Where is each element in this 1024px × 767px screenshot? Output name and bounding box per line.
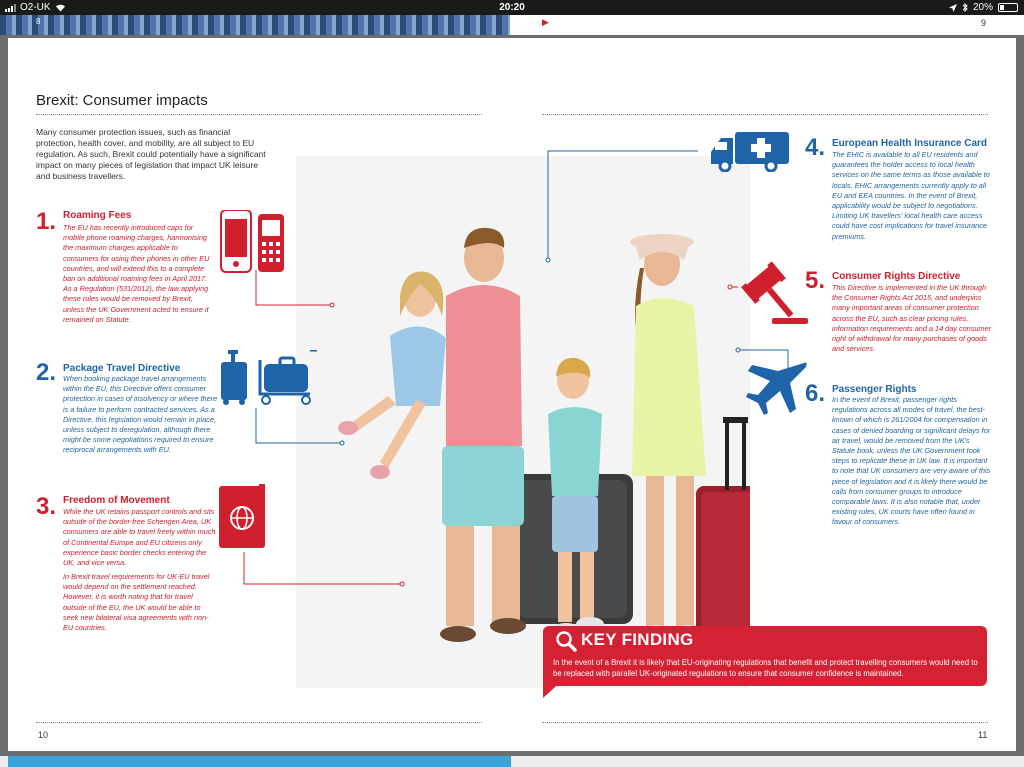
section-5-title: Consumer Rights Directive (832, 271, 961, 282)
page-spread[interactable] (8, 38, 1016, 751)
previous-left-page-number: 8 (36, 17, 41, 26)
intro-text: Many consumer protection issues, such as financial protection, health cover, and mobility, are all subject to EU regulation. As such, Brexit could potentially have a significant impact on many pieces of legislation that impact UK leisure and business travellers. (36, 127, 266, 181)
key-finding-title: KEY FINDING (581, 630, 694, 649)
right-footer-divider (542, 722, 988, 723)
section-5-number: 5. (805, 267, 826, 294)
section-6-number: 6. (805, 380, 826, 407)
section-5-body: This Directive is implemented in the UK through the Consumer Rights Act 2015, and underpins many important areas of consumer protection across the EU, such as clear pricing rules, information requirements and a 14 day consumer right of withdrawal for many purchases of goods and services. (832, 283, 991, 354)
section-2-number: 2. (36, 359, 57, 386)
airplane-icon (744, 361, 808, 419)
key-finding-text: In the event of a Brexit it is likely that EU-originating regulations that benefit and protect travelling consumers would need to be replaced with parallel UK-originated regulations to ensure that consumer confidence is maintained. (553, 658, 978, 678)
section-4-number: 4. (805, 134, 826, 161)
chevron-right-icon: ▶ (542, 17, 549, 27)
previous-page-strip[interactable] (0, 15, 1024, 35)
left-footer-divider (36, 722, 482, 723)
passport-icon (219, 484, 267, 550)
section-1-number: 1. (36, 208, 57, 235)
status-time: 20:20 (499, 2, 525, 13)
bluetooth-icon (962, 3, 968, 12)
previous-left-page[interactable] (0, 15, 510, 35)
carrier-label: O2-UK (20, 2, 51, 13)
key-finding-tail (543, 678, 565, 698)
next-page-preview[interactable] (8, 756, 511, 767)
previous-right-page[interactable] (510, 15, 1024, 35)
section-3-body-2: In Brexit travel requirements for UK-EU travel would depend on the settlement reached. However, it is worth noting that for travel outside of the EU, the UK would be able to seek new bilateral visa agreements with non-EU countries. (63, 572, 210, 633)
section-2-body: When booking package travel arrangements within the EU, this Directive offers consumer protection in cases of insolvency or where there is a failure to perform contracted services. As a Directive, this legislation would remain in place, unless subject to deregulation, although there might be some negotiations required to ensure reciprocal arrangements with EU. (63, 374, 218, 455)
previous-right-page-number: 9 (980, 18, 986, 28)
mobile-phones-icon (220, 210, 286, 274)
battery-icon (998, 3, 1018, 12)
gavel-icon (738, 260, 810, 326)
section-2-title: Package Travel Directive (63, 363, 181, 374)
magnifier-icon (555, 630, 577, 652)
section-3-body: While the UK retains passport controls and sits outside of the border-free Schengen Area, UK consumers are able to travel freely within much of Continental Europe and EU citizens only experience basic border checks entering the UK, and vice versa. (63, 507, 216, 568)
next-page-strip[interactable] (0, 756, 1024, 767)
ambulance-icon (711, 132, 791, 172)
key-finding-box (543, 626, 987, 686)
battery-percent: 20% (972, 2, 993, 13)
section-4-body: The EHIC is available to all EU residents and guarantees the holder access to local health services on the same terms as those available to locals. EHIC arrangements currently apply to all EU and EEA countries. In the event of Brexit, applicability would be subject to negotiations. Limiting UK travellers' local health care access could have cost implications for travel insurance premiums. (832, 150, 990, 241)
section-6-title: Passenger Rights (832, 384, 917, 395)
luggage-icon (220, 350, 318, 406)
section-1-title: Roaming Fees (63, 210, 132, 221)
section-6-body: In the event of Brexit, passenger rights regulations across all modes of travel, the best-known of which is 261/2004 for compensation in cases of denied boarding or significant delays for air travel, would be removed from the UK's Statute book, unless the UK Government took steps to replicate these in UK law. It is important to note that UK consumers are very aware of this piece of legislation and it is likely there would be calls from consumer groups to introduce comparable laws. It is also notable that, under existing rules, UK courts have often found in favour of consumers. (832, 395, 991, 527)
right-page-number: 11 (978, 730, 988, 740)
left-page-number: 10 (38, 730, 49, 740)
section-3-number: 3. (36, 493, 57, 520)
status-bar (0, 0, 1024, 15)
section-3-title: Freedom of Movement (63, 495, 170, 506)
section-1-body: The EU has recently introduced caps for mobile phone roaming charges, harmonising the maximum charges applicable to consumers for using their phones in other EU countries, and will extend this to a complete ban on additional roaming fees in April 2017. As a Regulation (531/2012), the law applying these rules would be removed by Brexit, unless the UK Government acted to ensure it remained on Statute. (63, 223, 210, 324)
location-icon (949, 4, 957, 12)
page-title: Brexit: Consumer impacts (36, 92, 208, 109)
section-4-title: European Health Insurance Card (832, 138, 988, 149)
